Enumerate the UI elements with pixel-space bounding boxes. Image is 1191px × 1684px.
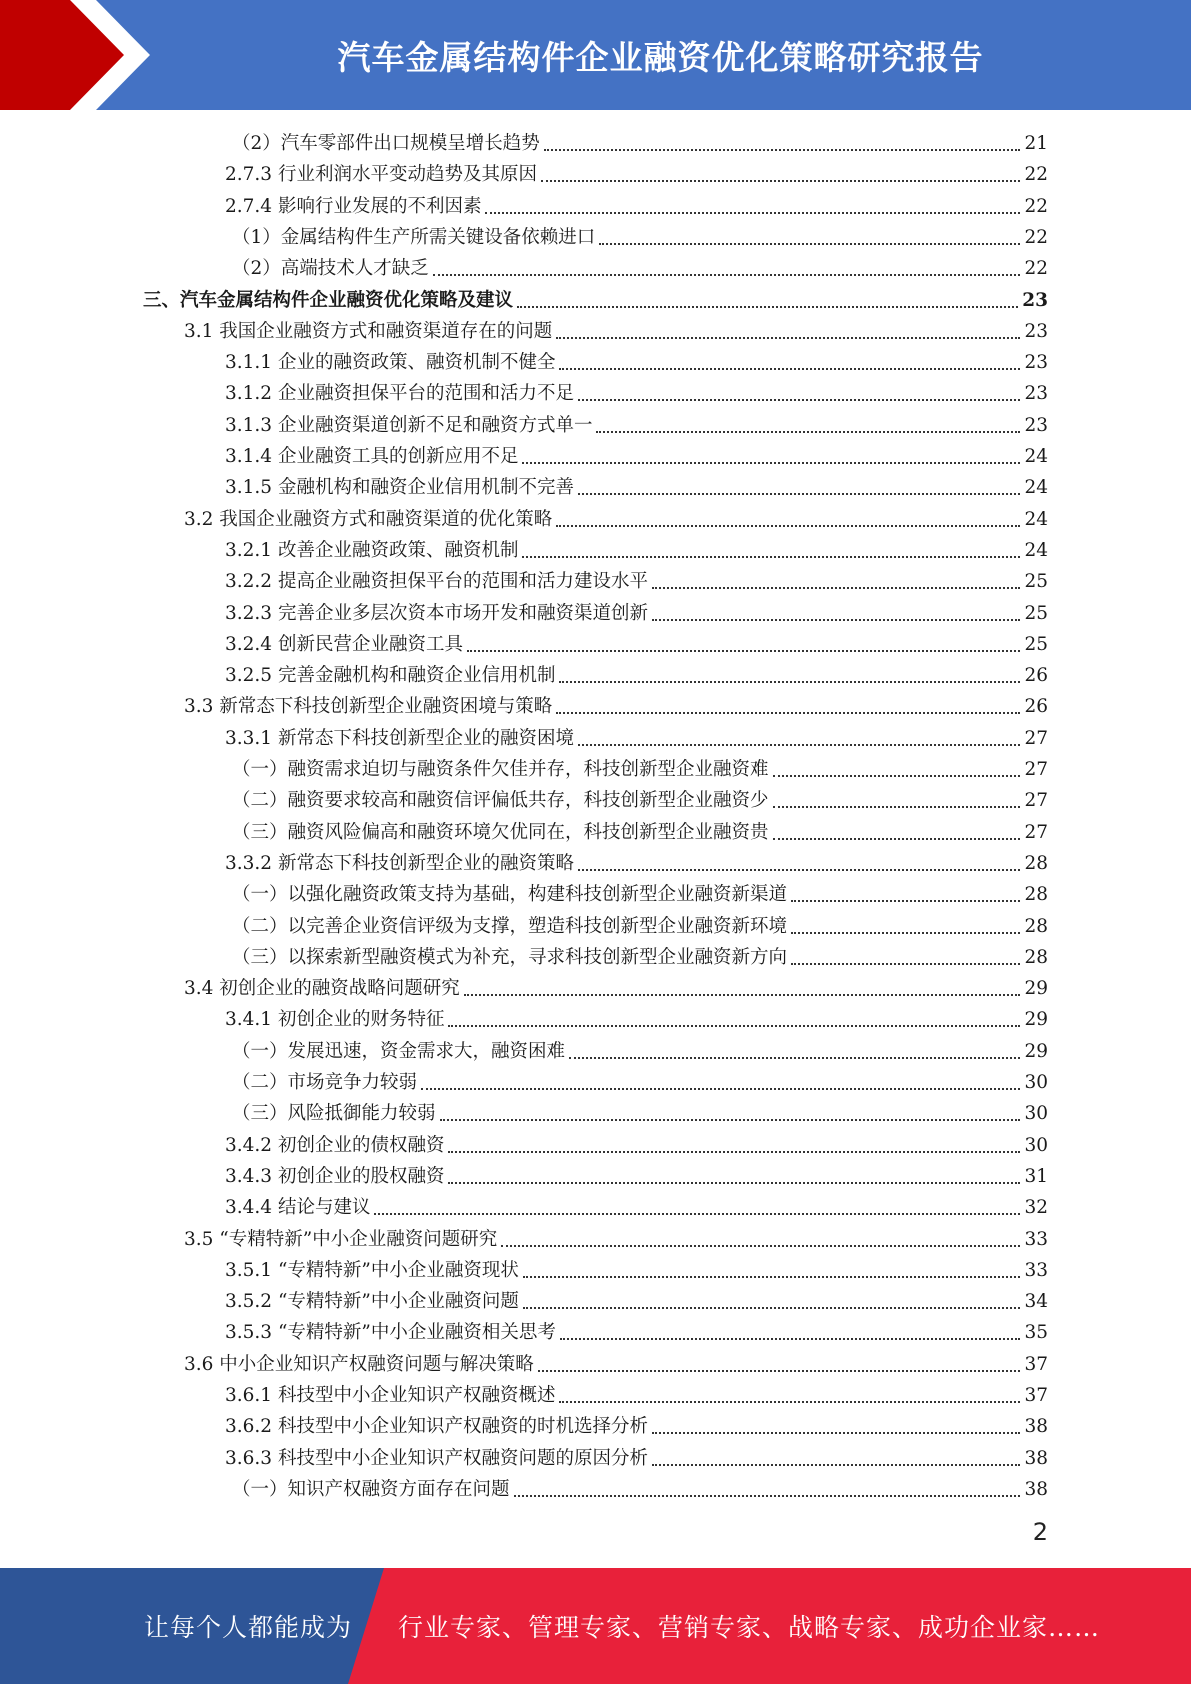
page-number: 2 bbox=[1032, 1518, 1048, 1546]
toc-entry-title: 3.1 我国企业融资方式和融资渠道存在的问题 bbox=[184, 320, 553, 342]
toc-leader-dots bbox=[464, 993, 1021, 996]
toc-entry[interactable] bbox=[184, 316, 1048, 347]
toc-leader-dots bbox=[517, 305, 1018, 308]
toc-entry[interactable] bbox=[225, 1380, 1048, 1411]
toc-entry-page: 34 bbox=[1024, 1291, 1048, 1313]
toc-entry[interactable] bbox=[225, 347, 1048, 378]
toc-entry[interactable] bbox=[232, 222, 1048, 253]
toc-entry[interactable] bbox=[184, 1224, 1048, 1255]
toc-entry-title: 3.4.2 初创企业的债权融资 bbox=[225, 1134, 445, 1156]
toc-leader-dots bbox=[791, 931, 1020, 934]
toc-entry-page: 22 bbox=[1024, 164, 1048, 186]
toc-leader-dots bbox=[544, 148, 1021, 151]
toc-leader-dots bbox=[559, 367, 1020, 370]
toc-entry-page: 29 bbox=[1024, 978, 1048, 1000]
toc-entry-page: 24 bbox=[1024, 477, 1048, 499]
toc-leader-dots bbox=[652, 1431, 1020, 1434]
toc-entry-title: （三）以探索新型融资模式为补充，寻求科技创新型企业融资新方向 bbox=[232, 946, 788, 968]
toc-leader-dots bbox=[559, 1400, 1020, 1403]
toc-entry-page: 23 bbox=[1022, 289, 1048, 311]
toc-entry[interactable] bbox=[232, 879, 1048, 910]
toc-leader-dots bbox=[433, 273, 1021, 276]
toc-entry-title: 3.3.2 新常态下科技创新型企业的融资策略 bbox=[225, 852, 574, 874]
toc-entry-page: 32 bbox=[1024, 1197, 1048, 1219]
toc-entry[interactable] bbox=[232, 128, 1048, 159]
toc-entry[interactable] bbox=[225, 159, 1048, 190]
toc-entry-title: 3.5.3 “专精特新”中小企业融资相关思考 bbox=[225, 1322, 556, 1344]
toc-leader-dots bbox=[522, 461, 1020, 464]
toc-leader-dots bbox=[559, 680, 1020, 683]
toc-leader-dots bbox=[773, 774, 1021, 777]
toc-entry-page: 25 bbox=[1024, 633, 1048, 655]
toc-entry-page: 29 bbox=[1024, 1040, 1048, 1062]
toc-leader-dots bbox=[440, 1118, 1021, 1121]
toc-entry-page: 38 bbox=[1024, 1447, 1048, 1469]
toc-entry[interactable] bbox=[225, 723, 1048, 754]
toc-entry-page: 22 bbox=[1024, 195, 1048, 217]
toc-entry[interactable] bbox=[232, 942, 1048, 973]
toc-entry-title: 3.1.4 企业融资工具的创新应用不足 bbox=[225, 446, 519, 467]
toc-entry-title: 3.5.2 “专精特新”中小企业融资问题 bbox=[225, 1291, 519, 1313]
toc-entry-title: 3.2.5 完善金融机构和融资企业信用机制 bbox=[225, 665, 556, 687]
toc-entry-page: 25 bbox=[1024, 571, 1048, 593]
toc-entry-page: 30 bbox=[1024, 1072, 1048, 1093]
toc-entry[interactable] bbox=[232, 1098, 1048, 1129]
toc-leader-dots bbox=[652, 618, 1020, 621]
toc-entry-title: 三、汽车金属结构件企业融资优化策略及建议 bbox=[143, 289, 514, 311]
toc-entry-title: 3.4.4 结论与建议 bbox=[225, 1197, 371, 1219]
toc-entry-page: 26 bbox=[1024, 696, 1048, 718]
toc-entry-title: （二）融资要求较高和融资信评偏低共存，科技创新型企业融资少 bbox=[232, 790, 769, 812]
toc-leader-dots bbox=[599, 242, 1020, 245]
toc-leader-dots bbox=[560, 1337, 1021, 1340]
toc-entry[interactable] bbox=[184, 504, 1048, 535]
toc-entry-page: 37 bbox=[1024, 1385, 1048, 1406]
toc-leader-dots bbox=[374, 1212, 1020, 1215]
toc-entry[interactable] bbox=[232, 911, 1048, 942]
footer-slogan-left: 让每个人都能成为 bbox=[144, 1613, 353, 1642]
toc-entry-page: 37 bbox=[1024, 1353, 1048, 1375]
toc-entry[interactable] bbox=[225, 410, 1048, 441]
toc-entry-title: 3.6.3 科技型中小企业知识产权融资问题的原因分析 bbox=[225, 1447, 648, 1469]
toc-entry-title: （1）金属结构件生产所需关键设备依赖进口 bbox=[232, 226, 596, 248]
toc-entry[interactable] bbox=[225, 566, 1048, 597]
toc-entry[interactable] bbox=[225, 660, 1048, 691]
toc-entry-title: （二）以完善企业资信评级为支撑，塑造科技创新型企业融资新环境 bbox=[232, 915, 788, 937]
toc-leader-dots bbox=[514, 1494, 1021, 1497]
toc-leader-dots bbox=[522, 555, 1020, 558]
toc-entry-page: 29 bbox=[1024, 1009, 1048, 1031]
toc-leader-dots bbox=[523, 1275, 1021, 1278]
toc-entry-title: 3.2.1 改善企业融资政策、融资机制 bbox=[225, 539, 519, 561]
toc-entry-page: 27 bbox=[1024, 727, 1048, 749]
toc-entry-title: 3.2 我国企业融资方式和融资渠道的优化策略 bbox=[184, 508, 553, 530]
toc-entry-page: 30 bbox=[1024, 1134, 1048, 1156]
toc-entry-title: 3.1.2 企业融资担保平台的范围和活力不足 bbox=[225, 383, 574, 405]
toc-leader-dots bbox=[485, 211, 1020, 214]
toc-leader-dots bbox=[556, 711, 1020, 714]
toc-entry-title: （三）风险抵御能力较弱 bbox=[232, 1103, 436, 1125]
toc-entry-title: （一）发展迅速，资金需求大，融资困难 bbox=[232, 1040, 566, 1062]
toc-entry[interactable] bbox=[225, 441, 1048, 472]
toc-entry-page: 24 bbox=[1024, 508, 1048, 530]
toc-entry[interactable] bbox=[225, 1317, 1048, 1348]
toc-entry-title: 3.3 新常态下科技创新型企业融资困境与策略 bbox=[184, 696, 553, 718]
toc-entry[interactable] bbox=[225, 1130, 1048, 1161]
toc-entry-title: 3.5.1 “专精特新”中小企业融资现状 bbox=[225, 1259, 519, 1281]
toc-entry[interactable] bbox=[184, 691, 1048, 722]
toc-entry[interactable] bbox=[232, 817, 1048, 848]
toc-leader-dots bbox=[773, 837, 1021, 840]
toc-entry-page: 30 bbox=[1024, 1103, 1048, 1125]
toc-entry[interactable] bbox=[225, 1161, 1048, 1192]
toc-leader-dots bbox=[578, 492, 1020, 495]
toc-entry-page: 28 bbox=[1024, 946, 1048, 968]
toc-entry[interactable] bbox=[225, 378, 1048, 409]
toc-entry[interactable] bbox=[225, 1443, 1048, 1474]
toc-entry[interactable] bbox=[232, 1067, 1048, 1098]
toc-entry-title: 3.2.3 完善企业多层次资本市场开发和融资渠道创新 bbox=[225, 602, 648, 624]
toc-entry-title: 3.1.3 企业融资渠道创新不足和融资方式单一 bbox=[225, 414, 593, 436]
toc-entry-title: 3.4.3 初创企业的股权融资 bbox=[225, 1165, 445, 1187]
toc-entry-page: 23 bbox=[1024, 320, 1048, 342]
toc-entry-title: （一）知识产权融资方面存在问题 bbox=[232, 1478, 510, 1500]
toc-entry[interactable] bbox=[225, 472, 1048, 503]
toc-entry-title: （二）市场竞争力较弱 bbox=[232, 1072, 418, 1093]
toc-entry[interactable] bbox=[225, 598, 1048, 629]
toc-entry-title: （一）融资需求迫切与融资条件欠佳并存，科技创新型企业融资难 bbox=[232, 759, 769, 780]
toc-entry-page: 26 bbox=[1024, 665, 1048, 687]
toc-entry-title: 3.1.1 企业的融资政策、融资机制不健全 bbox=[225, 352, 556, 374]
toc-entry[interactable] bbox=[232, 754, 1048, 785]
toc-leader-dots bbox=[448, 1024, 1020, 1027]
toc-entry-page: 27 bbox=[1024, 821, 1048, 843]
toc-entry-title: 2.7.3 行业利润水平变动趋势及其原因 bbox=[225, 164, 537, 186]
toc-leader-dots bbox=[569, 1056, 1020, 1059]
toc-entry-page: 23 bbox=[1024, 383, 1048, 405]
toc-entry-page: 35 bbox=[1024, 1322, 1048, 1344]
page-footer bbox=[0, 1568, 1191, 1684]
page-header bbox=[0, 0, 1191, 110]
toc-entry-title: 3.4 初创企业的融资战略问题研究 bbox=[184, 978, 460, 1000]
toc-leader-dots bbox=[523, 1306, 1021, 1309]
toc-entry-title: 3.2.4 创新民营企业融资工具 bbox=[225, 633, 463, 655]
toc-leader-dots bbox=[578, 398, 1020, 401]
toc-leader-dots bbox=[578, 868, 1020, 871]
toc-entry-page: 28 bbox=[1024, 884, 1048, 906]
toc-entry-title: 3.2.2 提高企业融资担保平台的范围和活力建设水平 bbox=[225, 571, 648, 593]
toc-entry-title: （三）融资风险偏高和融资环境欠优同在，科技创新型企业融资贵 bbox=[232, 821, 769, 843]
toc-entry[interactable] bbox=[225, 1411, 1048, 1442]
toc-entry[interactable] bbox=[232, 1036, 1048, 1067]
toc-entry[interactable] bbox=[225, 629, 1048, 660]
toc-leader-dots bbox=[556, 524, 1020, 527]
toc-entry[interactable] bbox=[143, 285, 1048, 316]
toc-entry-page: 22 bbox=[1024, 226, 1048, 248]
toc-entry-page: 28 bbox=[1024, 852, 1048, 874]
toc-entry-page: 25 bbox=[1024, 602, 1048, 624]
toc-entry[interactable] bbox=[184, 973, 1048, 1004]
toc-entry-page: 24 bbox=[1024, 539, 1048, 561]
toc-entry-title: 3.3.1 新常态下科技创新型企业的融资困境 bbox=[225, 727, 574, 749]
toc-entry-page: 31 bbox=[1024, 1165, 1048, 1187]
toc-entry-page: 21 bbox=[1024, 133, 1048, 154]
toc-leader-dots bbox=[652, 586, 1020, 589]
toc-entry-page: 27 bbox=[1024, 790, 1048, 812]
toc-entry-page: 38 bbox=[1024, 1416, 1048, 1438]
toc-leader-dots bbox=[578, 743, 1020, 746]
toc-entry-page: 38 bbox=[1024, 1478, 1048, 1500]
toc-entry[interactable] bbox=[232, 1474, 1048, 1505]
toc-entry-title: （2）高端技术人才缺乏 bbox=[232, 258, 429, 280]
toc-entry-page: 22 bbox=[1024, 258, 1048, 280]
toc-entry-page: 27 bbox=[1024, 759, 1048, 780]
toc-entry-title: 2.7.4 影响行业发展的不利因素 bbox=[225, 195, 482, 217]
toc-entry-title: （一）以强化融资政策支持为基础，构建科技创新型企业融资新渠道 bbox=[232, 884, 788, 906]
toc-entry[interactable] bbox=[225, 535, 1048, 566]
toc-entry[interactable] bbox=[225, 1286, 1048, 1317]
toc-entry-title: （2）汽车零部件出口规模呈增长趋势 bbox=[232, 133, 540, 154]
toc-leader-dots bbox=[541, 179, 1020, 182]
toc-leader-dots bbox=[652, 1463, 1020, 1466]
toc-entry[interactable] bbox=[225, 191, 1048, 222]
toc-leader-dots bbox=[467, 649, 1020, 652]
footer-slogan-right: 行业专家、管理专家、营销专家、战略专家、成功企业家…… bbox=[398, 1613, 1101, 1642]
toc-entry[interactable] bbox=[225, 1255, 1048, 1286]
toc-entry-title: 3.5 “专精特新”中小企业融资问题研究 bbox=[184, 1228, 498, 1250]
toc-entry-page: 28 bbox=[1024, 915, 1048, 937]
toc-entry-title: 3.6.1 科技型中小企业知识产权融资概述 bbox=[225, 1385, 556, 1406]
report-title: 汽车金属结构件企业融资优化策略研究报告 bbox=[337, 37, 984, 77]
toc-entry-page: 33 bbox=[1024, 1228, 1048, 1250]
toc-leader-dots bbox=[791, 962, 1020, 965]
toc-entry-page: 23 bbox=[1024, 414, 1048, 436]
toc-entry-page: 33 bbox=[1024, 1259, 1048, 1281]
toc-entry[interactable] bbox=[232, 785, 1048, 816]
toc-leader-dots bbox=[448, 1181, 1020, 1184]
toc-entry-title: 3.1.5 金融机构和融资企业信用机制不完善 bbox=[225, 477, 574, 499]
toc-entry[interactable] bbox=[225, 848, 1048, 879]
toc-leader-dots bbox=[448, 1150, 1020, 1153]
toc-leader-dots bbox=[421, 1087, 1020, 1090]
toc-entry-title: 3.4.1 初创企业的财务特征 bbox=[225, 1009, 445, 1031]
toc-entry-page: 24 bbox=[1024, 446, 1048, 467]
toc-entry-title: 3.6.2 科技型中小企业知识产权融资的时机选择分析 bbox=[225, 1416, 648, 1438]
toc-leader-dots bbox=[791, 899, 1020, 902]
toc-leader-dots bbox=[556, 336, 1020, 339]
toc-entry-page: 23 bbox=[1024, 352, 1048, 374]
toc-leader-dots bbox=[596, 430, 1020, 433]
toc-leader-dots bbox=[773, 805, 1021, 808]
toc-entry-title: 3.6 中小企业知识产权融资问题与解决策略 bbox=[184, 1353, 534, 1375]
toc-leader-dots bbox=[538, 1369, 1021, 1372]
toc-entry[interactable] bbox=[232, 253, 1048, 284]
toc-entry[interactable] bbox=[184, 1349, 1048, 1380]
toc-entry[interactable] bbox=[225, 1192, 1048, 1223]
toc-entry[interactable] bbox=[225, 1004, 1048, 1035]
toc-leader-dots bbox=[501, 1244, 1020, 1247]
